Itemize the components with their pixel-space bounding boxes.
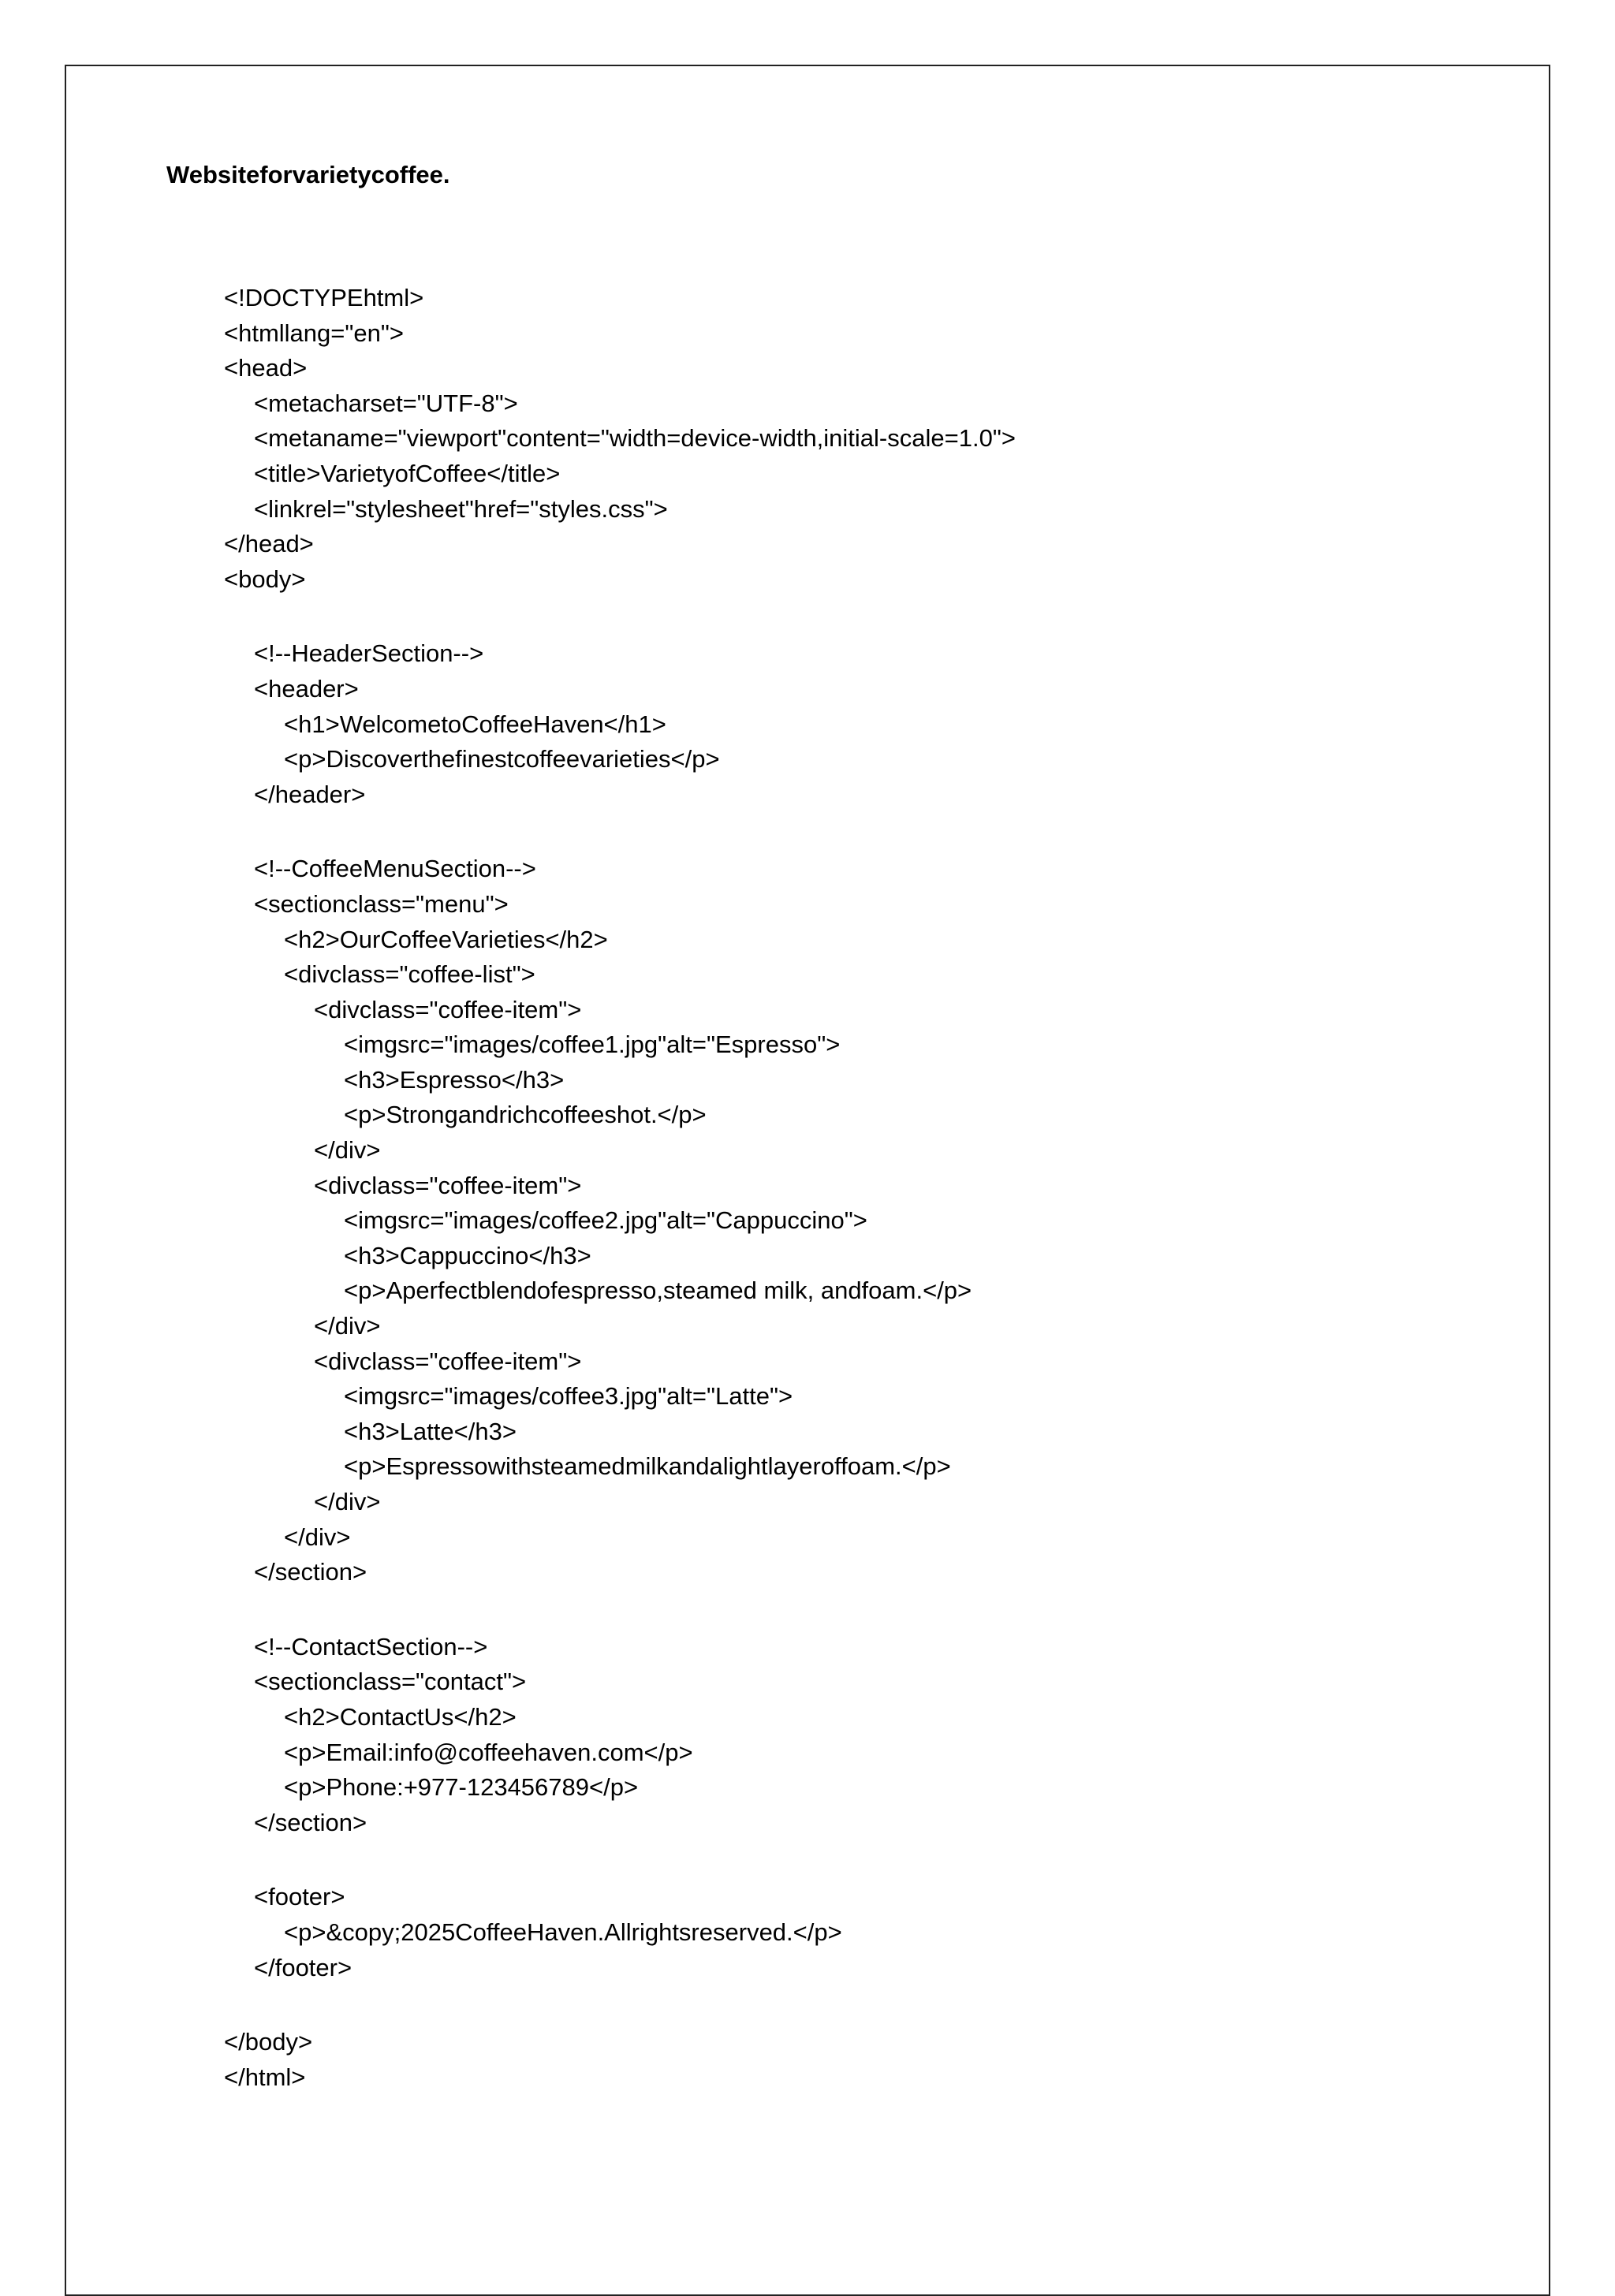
code-line: </header> — [254, 780, 366, 808]
code-line: <imgsrc="images/coffee2.jpg"alt="Cappuccino"> — [344, 1206, 867, 1235]
code-line: </div> — [314, 1488, 381, 1515]
blank-line — [224, 1985, 1016, 2025]
code-line: <!--HeaderSection--> — [254, 639, 484, 668]
code-line: </body> — [224, 2028, 313, 2056]
code-line: </head> — [224, 530, 314, 558]
code-line: <p>&copy;2025CoffeeHaven.Allrightsreserved.</p> — [284, 1918, 842, 1946]
code-line: <metacharset="UTF-8"> — [254, 389, 518, 417]
code-line: <h3>Espresso</h3> — [344, 1065, 565, 1094]
code-line: <p>Strongandrichcoffeeshot.</p> — [344, 1101, 707, 1129]
code-line: <p>Email:info@coffeehaven.com</p> — [284, 1738, 693, 1766]
code-line: <sectionclass="contact"> — [254, 1668, 527, 1696]
code-line: <sectionclass="menu"> — [254, 889, 509, 918]
code-line: <p>Espressowithsteamedmilkandalightlayeroffoam.</p> — [344, 1452, 951, 1481]
code-line: <divclass="coffee-item"> — [314, 995, 582, 1023]
code-line: <h2>ContactUs</h2> — [284, 1702, 517, 1731]
code-line: <header> — [254, 674, 359, 703]
code-line: <footer> — [254, 1883, 345, 1911]
code-line: <h1>WelcometoCoffeeHaven</h1> — [284, 710, 666, 738]
code-line: <!DOCTYPEhtml> — [224, 284, 424, 311]
code-line: <htmllang="en"> — [224, 319, 404, 347]
blank-line — [224, 597, 1016, 636]
code-line: <!--CoffeeMenuSection--> — [254, 855, 536, 883]
code-line: <imgsrc="images/coffee3.jpg"alt="Latte"> — [344, 1382, 793, 1411]
code-line: <body> — [224, 565, 306, 593]
code-line: <p>Phone:+977-123456789</p> — [284, 1773, 639, 1802]
blank-line — [224, 1840, 1016, 1880]
code-line: </section> — [254, 1808, 367, 1836]
code-line: </section> — [254, 1558, 367, 1586]
code-line: <h2>OurCoffeeVarieties</h2> — [284, 925, 608, 953]
blank-line — [224, 812, 1016, 852]
code-line: <divclass="coffee-item"> — [314, 1171, 582, 1199]
code-line: <head> — [224, 354, 308, 382]
code-line: <title>VarietyofCoffee</title> — [254, 459, 561, 487]
code-line: <p>Aperfectblendofespresso,steamed milk, andfoam.</p> — [344, 1277, 972, 1305]
code-line: </div> — [314, 1312, 381, 1340]
code-line: <imgsrc="images/coffee1.jpg"alt="Espresso"> — [344, 1031, 841, 1059]
document-title: Websiteforvarietycoffee. — [166, 161, 450, 188]
code-line: <h3>Cappuccino</h3> — [344, 1241, 591, 1269]
code-line: <h3>Latte</h3> — [344, 1417, 517, 1445]
blank-line — [224, 1590, 1016, 1630]
code-line: </div> — [284, 1523, 351, 1551]
code-line: <p>Discoverthefinestcoffeevarieties</p> — [284, 745, 720, 773]
code-line: <metaname="viewport"content="width=device-width,initial-scale=1.0"> — [254, 424, 1016, 453]
code-line: <!--ContactSection--> — [254, 1632, 488, 1660]
code-line: <linkrel="stylesheet"href="styles.css"> — [254, 494, 668, 523]
code-line: </html> — [224, 2063, 306, 2091]
code-line: </footer> — [254, 1953, 352, 1981]
code-listing — [224, 281, 1016, 2095]
code-line: <divclass="coffee-list"> — [284, 960, 535, 989]
code-line: </div> — [314, 1136, 381, 1165]
code-line: <divclass="coffee-item"> — [314, 1347, 582, 1375]
